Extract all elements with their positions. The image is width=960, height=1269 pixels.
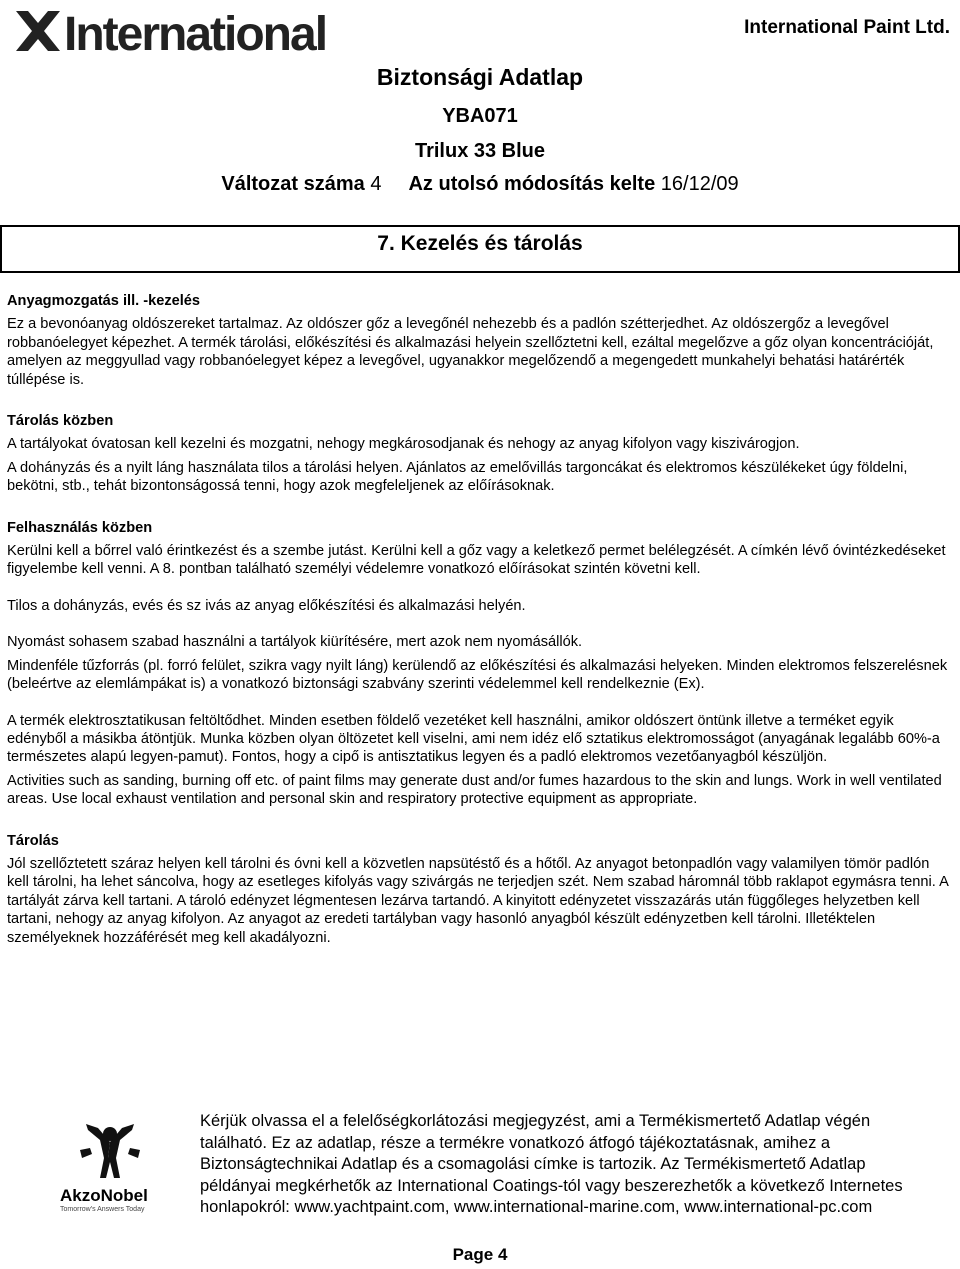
- logo-wordmark: International: [64, 8, 327, 57]
- version-label: Változat száma: [221, 173, 365, 195]
- product-name: Trilux 33 Blue: [414, 140, 546, 162]
- product-code: YBA071: [442, 105, 518, 127]
- version-value: 4: [370, 173, 382, 195]
- storage-during-paragraph: A dohányzás és a nyilt láng használata tilos a tárolási helyen. Ajánlatos az emelővillás targoncákat és elektromos készülékeket úgy földelni, bekötni, stb., tehát bizontonságossá tenni, hogy azok megfeleljenek az előírásoknak.: [7, 459, 908, 495]
- use-during-paragraph: Tilos a dohányzás, evés és sz ivás az anyag előkészítési és alkalmazási helyén.: [7, 597, 526, 614]
- revision-label: Az utolsó módosítás kelte: [408, 173, 656, 195]
- handling-heading: Anyagmozgatás ill. -kezelés: [7, 293, 201, 309]
- use-during-paragraph: Kerülni kell a bőrrel való érintkezést és a szembe jutást. Kerülni kell a gőz vagy a keletkező permet belélegzését. A címkén lévő óvintézkedéseket figyelembe kell venni. A 8. pontban található személyi védelemre vonatkozó előírásokat szintén követni kell.: [7, 543, 946, 578]
- akzonobel-name: AkzoNobel: [60, 1186, 148, 1205]
- version-line: [0, 173, 960, 196]
- use-during-paragraph: Nyomást sohasem szabad használni a tartályok kiürítésére, mert azok nem nyomásállók.: [7, 634, 583, 651]
- document-title: Biztonsági Adatlap: [376, 64, 584, 90]
- section-title: 7. Kezelés és tárolás: [377, 232, 583, 255]
- international-logo: [10, 5, 350, 57]
- use-during-heading: Felhasználás közben: [7, 519, 153, 536]
- company-name: International Paint Ltd.: [744, 17, 950, 38]
- use-during-paragraph: Mindenféle tűzforrás (pl. forró felület, szikra vagy nyilt láng) kerülendő az előkészítési és alkalmazási helyeken. Minden elektromos felszerelésnek (beleértve az elemlámpákat is) a vonatkozó biztonsági szabvány szerinti védelemmel kell rendelkeznie (Ex).: [7, 657, 948, 693]
- storage-during-paragraph: A tartályokat óvatosan kell kezelni és mozgatni, nehogy megkárosodjanak és nehogy az anyag kifolyon vagy kiszivárogjon.: [7, 436, 800, 453]
- revision-date: 16/12/09: [660, 173, 739, 195]
- akzonobel-tagline: Tomorrow's Answers Today: [60, 1206, 145, 1213]
- disclaimer-notice: Kérjük olvassa el a felelőségkorlátozási megjegyzést, ami a Termékismertető Adatlap végén található. Ez az adatlap, része a termékre vonatkozó átfogó tájékoztatásnak, amihez a Biztonságtechnikai Adatlap és a csomagolási címke is tartozik. Az Termékismertető Adatlap példányai megkérhetők az International Coatings-tól vagy beszerezhetők a következő Internetes honlapokról: www.yachtpaint.com, www.international-marine.com, www.international-pc.com: [200, 1112, 903, 1216]
- storage-text: Jól szellőztetett száraz helyen kell tárolni és óvni kell a közvetlen napsütéstő és a hőtől. Az anyagot betonpadlón vagy valamilyen tömör padlón kell tárolni, ha lehet sáncolva, hogy az esetleges kifolyás vagy szivárgás ne terjedjen szét. Nem szabad háromnál több raklapot egymásra tenni. A tartályát zárva kell tartani. A tároló edényzet légmentesen lezárva tartandó. A kinyitott edényzetet visszazárás után függőleges helyzetben kell tartani, nehogy az anyag kifolyon. Az anyagot az eredeti tartályban vagy hasonló anyagból készült edényzetben kell tárolni. Illetéktelen személyeknek hozzáférését meg kell akadályozni.: [7, 855, 949, 946]
- section-content: [7, 292, 953, 947]
- storage-heading: Tárolás: [7, 832, 59, 849]
- use-during-paragraph: A termék elektrosztatikusan feltöltődhet. Minden esetben földelő vezetéket kell használni, amikor oldószert öntünk illetve a terméket egyik edényből a másikba átöntjük. Munka közben olyan öltözetet kell viselni, ami nem idéz elő sztatikus elektromosságot (anyagának legalább 60%-a természetes alapú legyen-pamut). Fontos, hogy a cipő is antisztatikus legyen és a padló elektromos vezetőanyagból készüljön.: [7, 712, 940, 766]
- page-number: Page 4: [452, 1245, 508, 1264]
- handling-text: Ez a bevonóanyag oldószereket tartalmaz. Az oldószer gőz a levegőnél nehezebb és a padlón szétterjedhet. Az oldószergőz a levegővel robbanóelegyet képezhet. A termék tárolási, előkészítési és alkalmazási helyein szellőztetni kell, ezáltal megelőzve a gőz olyan koncentrációját, amelyen az meggyullad vagy robbanóelegyet képez a levegővel, ugyanakkor megelőzendő a megengedett munkahelyi behatási határérték túllépése is.: [7, 316, 934, 388]
- use-during-paragraph: Activities such as sanding, burning off etc. of paint films may generate dust and/or fumes hazardous to the skin and lungs. Work in well ventilated areas. Use local exhaust ventilation and personal skin and respiratory protective equipment as appropriate.: [7, 772, 942, 808]
- storage-during-heading: Tárolás közben: [7, 413, 114, 430]
